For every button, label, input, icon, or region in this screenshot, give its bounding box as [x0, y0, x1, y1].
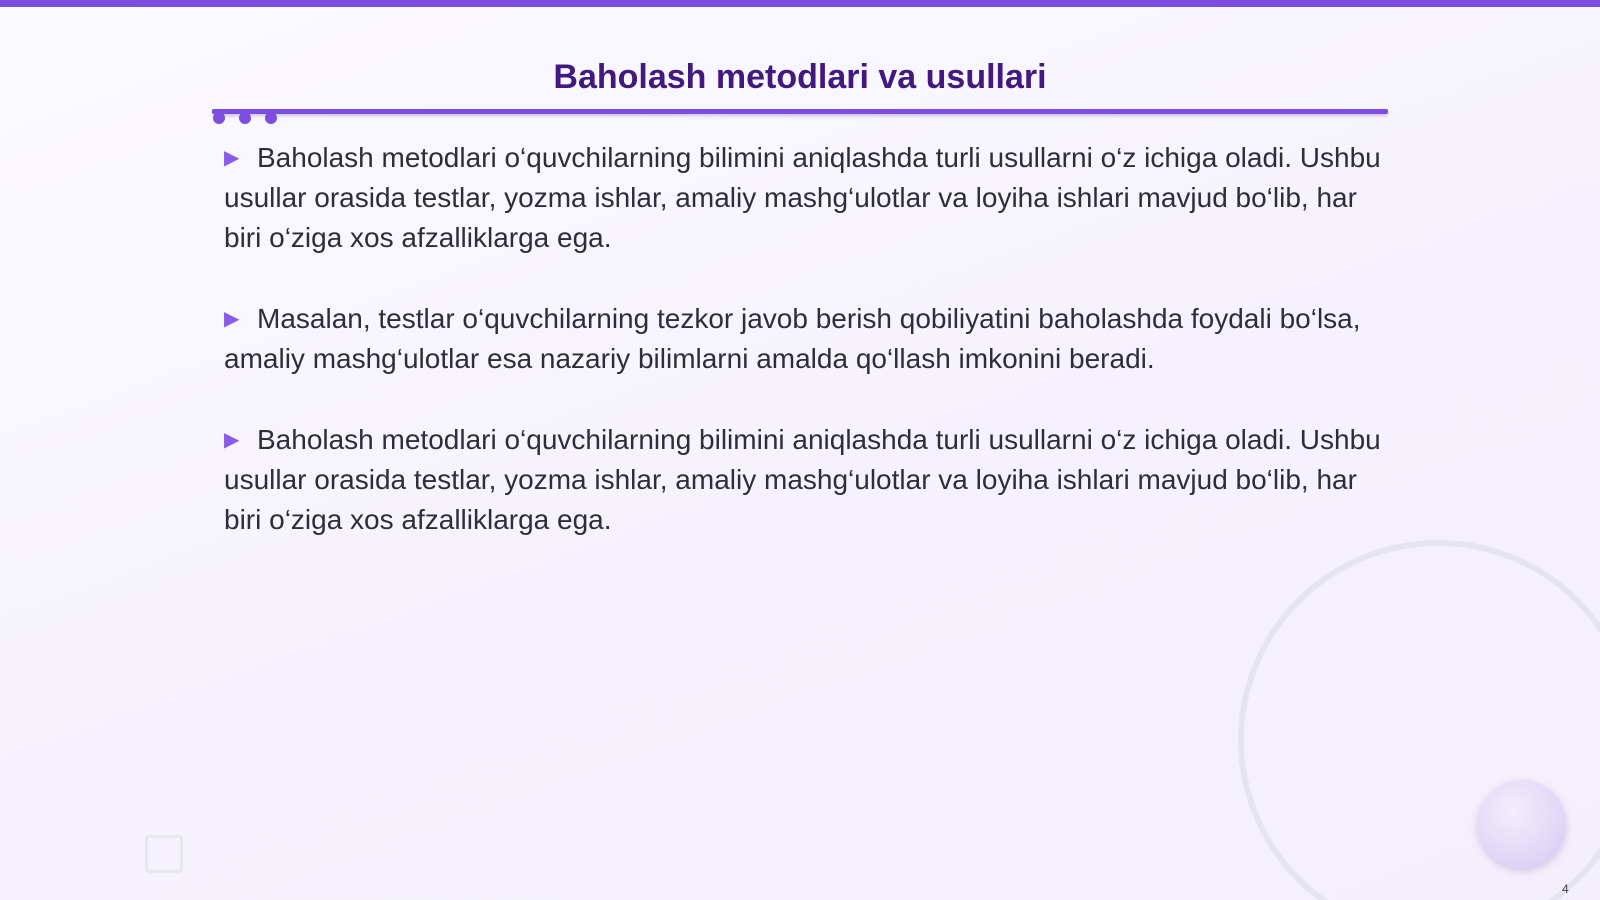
decorative-dot [213, 112, 225, 124]
triangle-bullet-icon: ▶ [224, 308, 240, 330]
title-underline [212, 109, 1388, 114]
slide-title: Baholash metodlari va usullari [553, 58, 1047, 96]
bullet-item [224, 420, 1389, 540]
decorative-sphere [1478, 780, 1566, 868]
bullet-text: Baholash metodlari o‘quvchilarning bilimini aniqlashda turli usullarni o‘z ichiga oladi. Ushbu usullar orasida testlar, yozma ishlar, amaliy mashg‘ulotlar va loyiha ishlari mavjud bo‘lib, har biri o‘ziga xos afzalliklarga ega. [224, 142, 1381, 253]
decorative-dot [239, 112, 251, 124]
triangle-bullet-icon: ▶ [224, 147, 240, 169]
bullet-item [224, 138, 1389, 258]
bullet-item [224, 299, 1389, 379]
page-number: 4 [1562, 882, 1569, 896]
top-accent-bar [0, 0, 1600, 7]
decorative-dot [265, 112, 277, 124]
bullet-text: Masalan, testlar o‘quvchilarning tezkor javob berish qobiliyatini baholashda foydali bo‘lsa, amaliy mashg‘ulotlar esa nazariy bilimlarni amalda qo‘llash imkonini beradi. [224, 303, 1361, 374]
triangle-bullet-icon: ▶ [224, 429, 240, 451]
bullet-list [224, 138, 1389, 581]
decorative-square [145, 835, 183, 873]
bullet-text: Baholash metodlari o‘quvchilarning bilimini aniqlashda turli usullarni o‘z ichiga oladi. Ushbu usullar orasida testlar, yozma ishlar, amaliy mashg‘ulotlar va loyiha ishlari mavjud bo‘lib, har biri o‘ziga xos afzalliklarga ega. [224, 424, 1381, 535]
